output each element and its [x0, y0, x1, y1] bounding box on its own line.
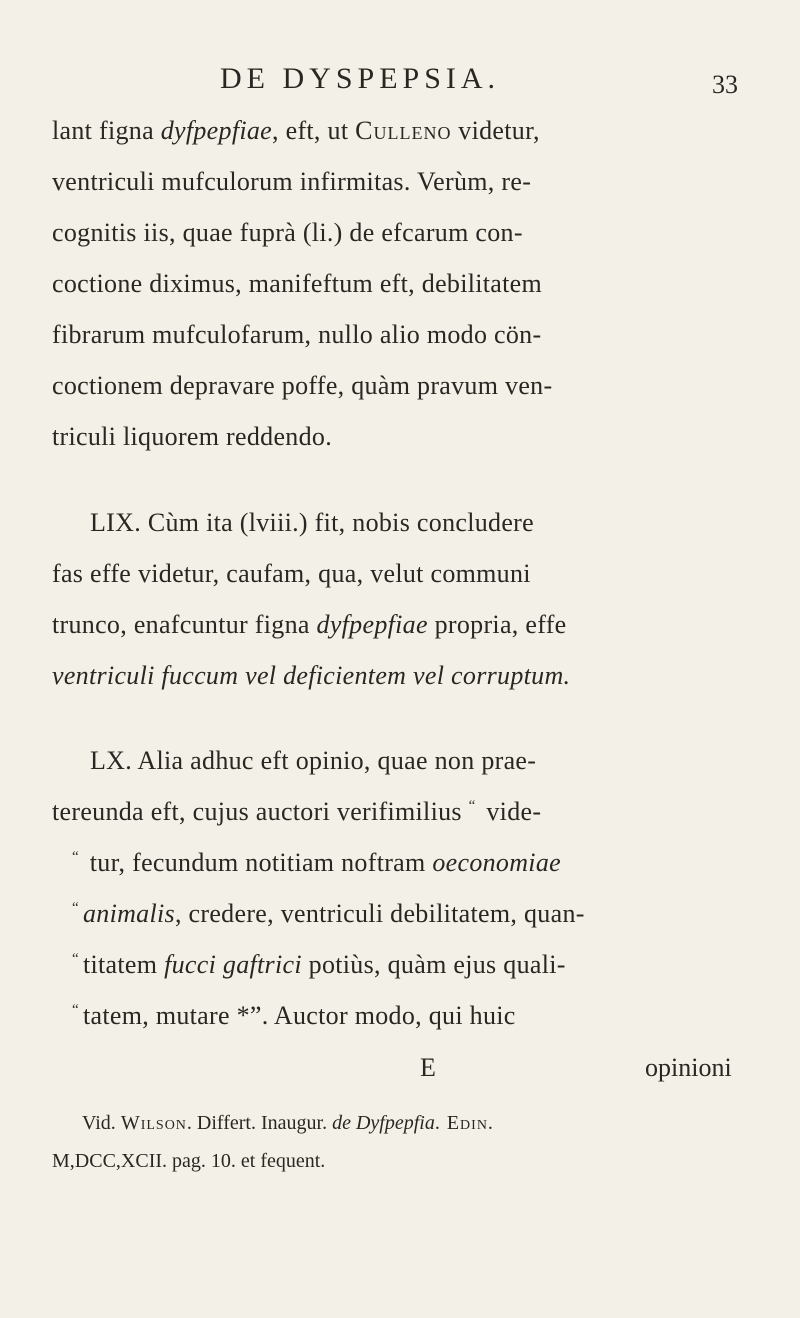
italic-term: dyfpepfiae — [316, 610, 428, 639]
text-run: videtur, — [451, 116, 540, 145]
text-line: coctionem depravare poffe, quàm pravum ven- — [52, 371, 553, 400]
page-number: 33 — [712, 70, 738, 99]
text-run: , credere, ventriculi debilitatem, quan- — [174, 899, 585, 928]
text-run: lant figna — [52, 116, 161, 145]
text-run: tur, fecundum notitiam noftram — [82, 848, 433, 877]
quote-mark: “ — [72, 900, 79, 917]
text-run: . Edin. — [434, 1112, 494, 1134]
text-line — [52, 610, 567, 640]
text-line: fibrarum mufculofarum, nullo alio modo cön- — [52, 320, 542, 349]
text-run: . Differt. Inaugur. — [186, 1112, 333, 1134]
text-line: cognitis iis, quae fuprà (li.) de efcarum con- — [52, 218, 523, 247]
footnote-line — [82, 1112, 494, 1135]
quote-mark: “ — [468, 798, 476, 815]
text-line: coctione diximus, manifeftum eft, debilitatem — [52, 269, 543, 298]
text-run: potiùs, quàm ejus quali- — [301, 950, 566, 979]
italic-term: fucci gaftrici — [164, 950, 302, 979]
text-line: ventriculi mufculorum infirmitas. Verùm, re- — [52, 167, 532, 196]
text-run: Vid. — [82, 1112, 121, 1134]
quote-mark: “ — [72, 951, 79, 968]
text-run: , eft, ut — [272, 116, 356, 145]
section-line-lx: LX. Alia adhuc eft opinio, quae non prae- — [90, 746, 537, 775]
italic-term: dyfpepfiae — [160, 116, 273, 145]
text-line: triculi liquorem reddendo. — [52, 422, 332, 451]
section-line-lix: LIX. Cùm ita (lviii.) fit, nobis concludere — [90, 508, 534, 537]
text-run: tereunda eft, cujus auctori verifimilius — [52, 797, 469, 826]
text-run: titatem — [82, 950, 165, 979]
text-line: fas effe videtur, caufam, qua, velut communi — [52, 559, 531, 588]
text-run: tatem, mutare *”. Auctor modo, qui huic — [82, 1001, 516, 1030]
text-line — [72, 950, 566, 980]
running-title: DE DYSPEPSIA. — [220, 62, 501, 95]
text-run: propria, effe — [427, 610, 567, 639]
footnote-line: M,DCC,XCII. pag. 10. et fequent. — [52, 1150, 326, 1172]
text-line — [72, 1001, 516, 1031]
author-name: Culleno — [355, 116, 452, 145]
text-line — [52, 116, 540, 146]
italic-term: animalis — [82, 899, 175, 928]
text-line — [72, 848, 561, 878]
catchword: opinioni — [645, 1053, 732, 1082]
text-run: trunco, enafcuntur figna — [52, 610, 317, 639]
quote-mark: “ — [72, 849, 79, 866]
italic-term: de Dyfpepfia — [332, 1112, 435, 1134]
author-name: Wilson — [120, 1112, 187, 1134]
signature-mark: E — [420, 1053, 436, 1082]
italic-term: oeconomiae — [432, 848, 561, 877]
text-line: ventriculi fuccum vel deficientem vel corruptum. — [52, 661, 571, 690]
text-line — [72, 899, 585, 929]
text-run: vide- — [479, 797, 542, 826]
text-line — [52, 797, 541, 827]
quote-mark: “ — [72, 1002, 79, 1019]
